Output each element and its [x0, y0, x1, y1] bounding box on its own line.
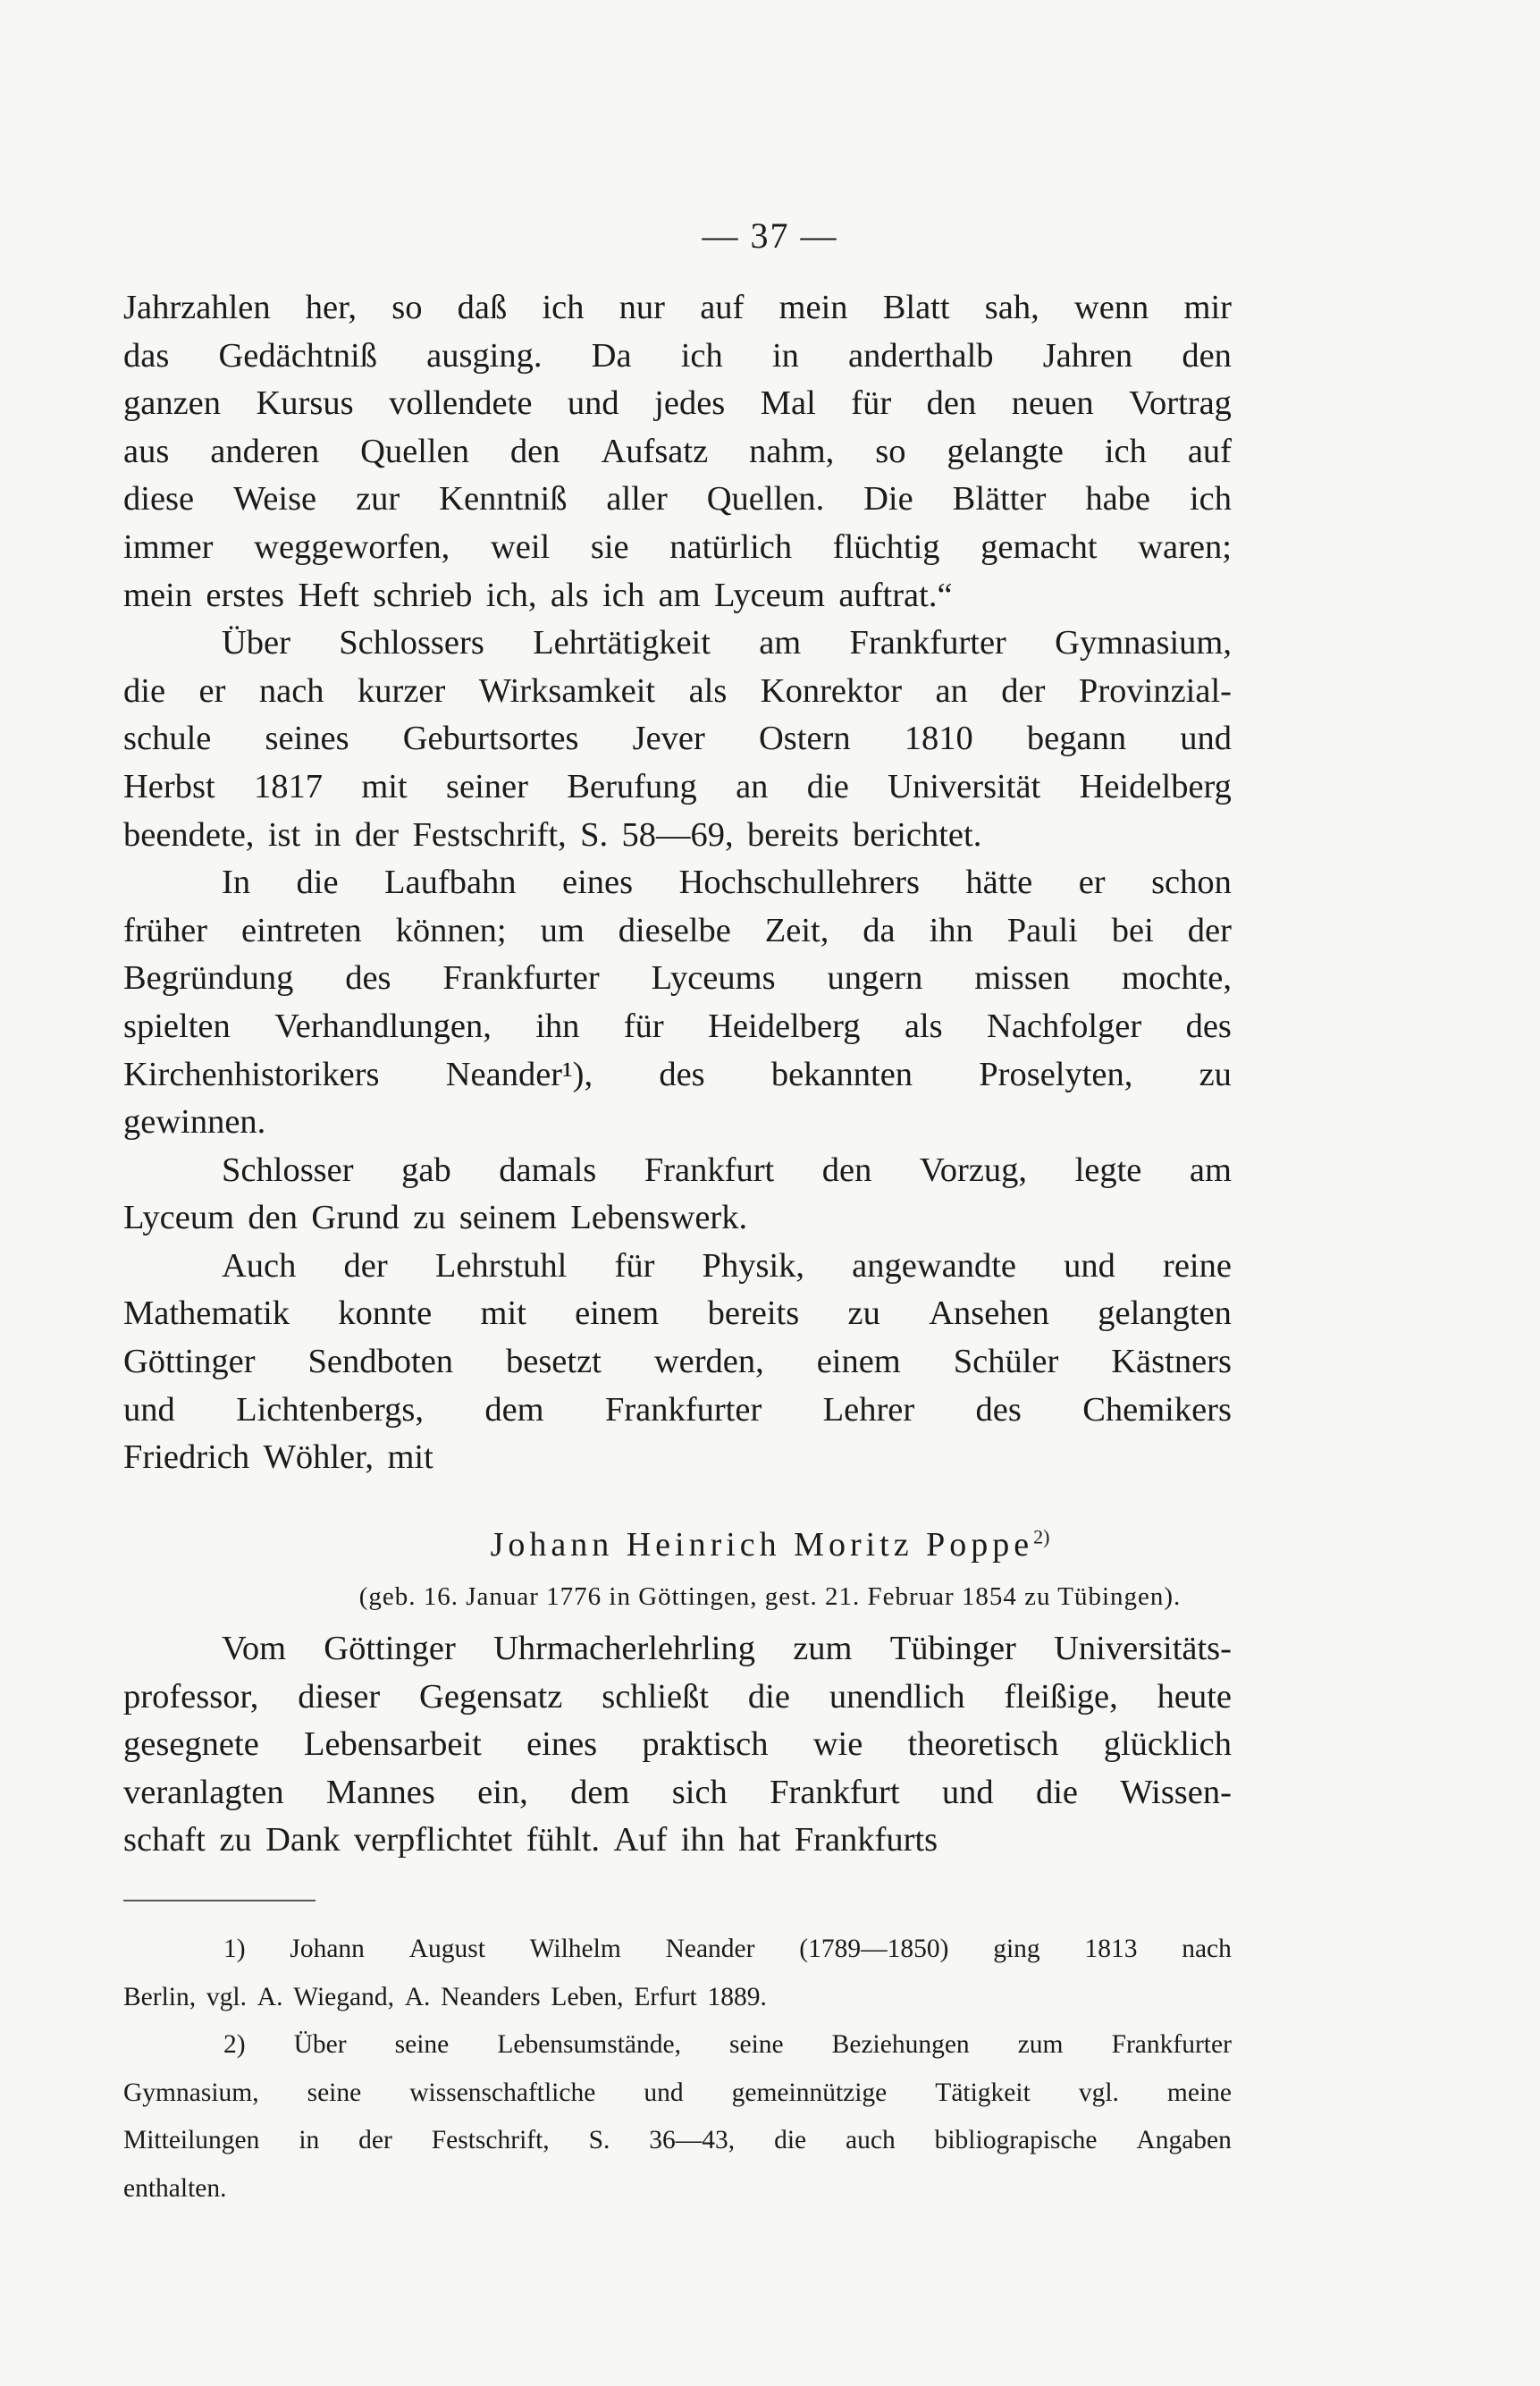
- footnote-mark: 2): [223, 2030, 246, 2060]
- text-line: Herbst 1817 mit seiner Berufung an die Universität Heidelberg: [123, 767, 1232, 805]
- text-line: Auch der Lehrstuhl für Physik, angewandte und reine: [222, 1246, 1232, 1285]
- paragraph-p4: [123, 1147, 1232, 1243]
- footnote-line: 2) Über seine Lebensumstände, seine Beziehungen zum Frankfurter: [123, 2025, 1232, 2073]
- footnotes: [123, 1929, 1232, 2217]
- paragraph-p1: [123, 284, 1232, 620]
- text-line: spielten Verhandlungen, ihn für Heidelberg als Nachfolger des: [123, 1007, 1232, 1045]
- text-line: gesegnete Lebensarbeit eines praktisch wie theoretisch glücklich: [123, 1725, 1232, 1764]
- text-line: mein erstes Heft schrieb ich, als ich am Lyceum auftrat.“: [123, 576, 953, 614]
- text-line: früher eintreten können; um dieselbe Zeit, da ihn Pauli bei der: [123, 911, 1232, 949]
- body-text-upper: [123, 284, 1232, 1482]
- footnote-mark: 1): [223, 1935, 246, 1963]
- footnote-line: Berlin, vgl. A. Wiegand, A. Neanders Leben, Erfurt 1889.: [123, 1982, 767, 2011]
- footnote-2: [123, 2025, 1232, 2216]
- paragraph-p5: [123, 1243, 1232, 1482]
- body-text-lower: [123, 1625, 1232, 1865]
- text-line: Friedrich Wöhler, mit: [123, 1438, 433, 1477]
- text-line: veranlagten Mannes ein, dem sich Frankfurt und die Wissen-: [123, 1773, 1232, 1811]
- text-line: gewinnen.: [123, 1103, 266, 1142]
- person-name: Johann Heinrich Moritz Poppe: [490, 1526, 1034, 1564]
- text-line: Mathematik konnte mit einem bereits zu Ansehen gelangten: [123, 1294, 1232, 1333]
- text-line: professor, dieser Gegensatz schließt die unendlich fleißige, heute: [123, 1677, 1232, 1716]
- text-line: Über Schlossers Lehrtätigkeit am Frankfurter Gymnasium,: [222, 624, 1232, 662]
- text-line: die er nach kurzer Wirksamkeit als Konrektor an der Provinzial-: [123, 671, 1232, 710]
- footnote-line: 1) Johann August Wilhelm Neander (1789—1850) ging 1813 nach: [123, 1929, 1232, 1977]
- text-line: Lyceum den Grund zu seinem Lebenswerk.: [123, 1199, 748, 1237]
- text-line: beendete, ist in der Festschrift, S. 58—69, bereits berichtet.: [123, 815, 982, 854]
- text-line: Jahrzahlen her, so daß ich nur auf mein Blatt sah, wenn mir: [123, 289, 1232, 326]
- text-line: Vom Göttinger Uhrmacherlehrling zum Tübinger Universitäts-: [222, 1630, 1232, 1667]
- text-line: aus anderen Quellen den Aufsatz nahm, so gelangte ich auf: [123, 432, 1232, 470]
- text-line: immer weggeworfen, weil sie natürlich flüchtig gemacht waren;: [123, 527, 1232, 566]
- paragraph-p6: [123, 1625, 1232, 1865]
- page-number: — 37 —: [702, 215, 838, 256]
- footnote-line: enthalten.: [123, 2173, 227, 2203]
- footnote-divider: [123, 1900, 316, 1901]
- person-heading: [0, 1525, 1540, 1564]
- text-line: Schlosser gab damals Frankfurt den Vorzug, legte am: [222, 1151, 1232, 1189]
- person-dates: (geb. 16. Januar 1776 in Göttingen, gest. 21. Februar 1854 zu Tübingen).: [358, 1582, 1182, 1611]
- footnote-1: [123, 1929, 1232, 2025]
- text-line: Göttinger Sendboten besetzt werden, einem Schüler Kästners: [123, 1343, 1232, 1381]
- text-line: Kirchenhistorikers Neander¹), des bekannten Proselyten, zu: [123, 1055, 1232, 1093]
- footnote-line: Mitteilungen in der Festschrift, S. 36—43, die auch bibliograpische Angaben: [123, 2126, 1232, 2155]
- text-line: In die Laufbahn eines Hochschullehrers hätte er schon: [222, 864, 1232, 902]
- text-line: und Lichtenbergs, dem Frankfurter Lehrer des Chemikers: [123, 1390, 1232, 1429]
- text-line: schule seines Geburtsortes Jever Ostern 1810 begann und: [123, 720, 1232, 758]
- text-line: Begründung des Frankfurter Lyceums ungern missen mochte,: [123, 959, 1232, 998]
- text-line: diese Weise zur Kenntniß aller Quellen. Die Blätter habe ich: [123, 480, 1232, 519]
- paragraph-p3: [123, 859, 1232, 1147]
- text-line: schaft zu Dank verpflichtet fühlt. Auf ihn hat Frankfurts: [123, 1821, 938, 1859]
- footnote-ref-2: 2): [1033, 1525, 1050, 1548]
- paragraph-p2: [123, 620, 1232, 859]
- footnote-line: Gymnasium, seine wissenschaftliche und gemeinnützige Tätigkeit vgl. meine: [123, 2078, 1232, 2107]
- text-line: ganzen Kursus vollendete und jedes Mal für den neuen Vortrag: [123, 384, 1232, 423]
- text-line: das Gedächtniß ausging. Da ich in anderthalb Jahren den: [123, 336, 1232, 375]
